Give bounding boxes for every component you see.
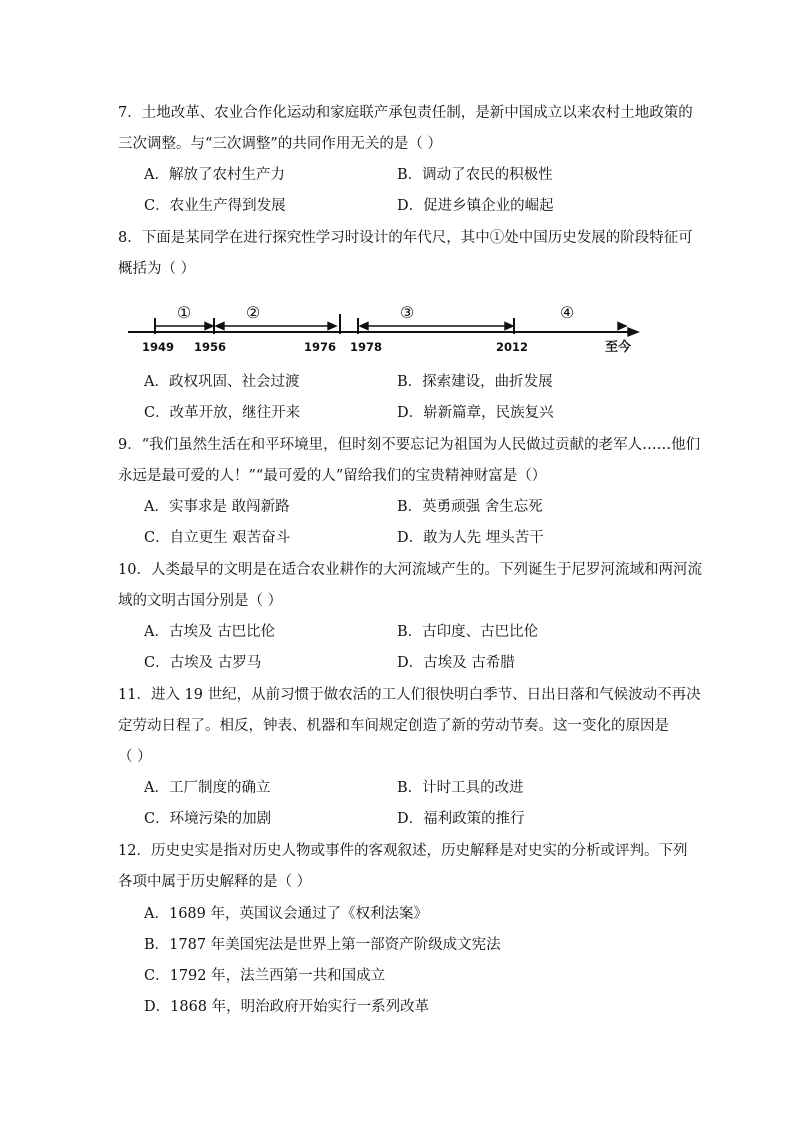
q12-stem-line2: 各项中属于历史解释的是（ ） bbox=[118, 874, 312, 890]
q12-option-a[interactable]: A．1689 年，英国议会通过了《权利法案》 bbox=[144, 906, 428, 922]
arrowhead-3a bbox=[360, 323, 368, 330]
q9-option-b[interactable]: B．英勇顽强 舍生忘死 bbox=[397, 499, 543, 515]
arrowhead-3b bbox=[505, 323, 513, 330]
timeline-marker-2: ② bbox=[245, 303, 261, 322]
arrowhead-2a bbox=[216, 323, 224, 330]
q10-option-d[interactable]: D．古埃及 古希腊 bbox=[397, 655, 515, 671]
q8-option-b[interactable]: B．探索建设，曲折发展 bbox=[397, 374, 553, 390]
timeline-arrows bbox=[155, 323, 638, 337]
arrowhead-1 bbox=[205, 323, 213, 330]
q7-stem-line1: 7．土地改革、农业合作化运动和家庭联产承包责任制，是新中国成立以来农村土地政策的 bbox=[118, 105, 693, 121]
q7-option-d[interactable]: D．促进乡镇企业的崛起 bbox=[397, 198, 554, 214]
q8-stem-line2: 概括为（ ） bbox=[118, 261, 196, 277]
axis-arrowhead bbox=[628, 328, 638, 336]
timeline-year-1976: 1976 bbox=[303, 340, 337, 354]
timeline-year-2012: 2012 bbox=[495, 340, 529, 354]
timeline-marker-3: ③ bbox=[399, 303, 415, 322]
timeline-figure bbox=[118, 296, 648, 360]
q10-stem-line2: 域的文明古国分别是（ ） bbox=[118, 593, 283, 609]
q9-stem-line1: 9．“我们虽然生活在和平环境里，但时刻不要忘记为祖国为人民做过贡献的老军人……他们 bbox=[118, 437, 701, 453]
q7-option-b[interactable]: B．调动了农民的积极性 bbox=[397, 167, 553, 183]
q11-stem-line1: 11．进入 19 世纪，从前习惯于做农活的工人们很快明白季节、日出日落和气候波动不再决 bbox=[118, 687, 701, 703]
timeline-label-present: 至今 bbox=[604, 340, 632, 355]
q7-option-a[interactable]: A．解放了农村生产力 bbox=[144, 167, 285, 183]
timeline-year-1949: 1949 bbox=[141, 340, 175, 354]
q8-option-d[interactable]: D．崭新篇章，民族复兴 bbox=[397, 405, 554, 421]
q11-option-d[interactable]: D．福利政策的推行 bbox=[397, 811, 525, 827]
timeline-marker-1: ① bbox=[176, 303, 192, 322]
q9-option-a[interactable]: A．实事求是 敢闯新路 bbox=[144, 499, 290, 515]
q8-stem-line1: 8．下面是某同学在进行探究性学习时设计的年代尺，其中①处中国历史发展的阶段特征可 bbox=[118, 230, 693, 246]
q8-option-c[interactable]: C．改革开放，继往开来 bbox=[144, 405, 301, 421]
q12-stem-line1: 12．历史史实是指对历史人物或事件的客观叙述，历史解释是对史实的分析或评判。下列 bbox=[118, 843, 688, 859]
q12-option-b[interactable]: B．1787 年美国宪法是世界上第一部资产阶级成文宪法 bbox=[144, 937, 501, 953]
timeline-year-1956: 1956 bbox=[193, 340, 227, 354]
q12-option-c[interactable]: C．1792 年，法兰西第一共和国成立 bbox=[144, 968, 386, 984]
q8-option-a[interactable]: A．政权巩固、社会过渡 bbox=[144, 374, 300, 390]
q12-option-d[interactable]: D．1868 年，明治政府开始实行一系列改革 bbox=[144, 999, 430, 1015]
q7-stem-line2: 三次调整。与“三次调整”的共同作用无关的是（ ） bbox=[118, 136, 442, 152]
q11-stem-line3: （ ） bbox=[118, 749, 152, 765]
q10-option-a[interactable]: A．古埃及 古巴比伦 bbox=[144, 624, 276, 640]
timeline-year-1978: 1978 bbox=[349, 340, 383, 354]
q10-option-b[interactable]: B．古印度、古巴比伦 bbox=[397, 624, 539, 640]
arrowhead-4 bbox=[618, 323, 626, 330]
q9-option-d[interactable]: D．敢为人先 埋头苦干 bbox=[397, 530, 544, 546]
q7-option-c[interactable]: C．农业生产得到发展 bbox=[144, 198, 286, 214]
q10-option-c[interactable]: C．古埃及 古罗马 bbox=[144, 655, 262, 671]
q9-option-c[interactable]: C．自立更生 艰苦奋斗 bbox=[144, 530, 291, 546]
arrowhead-2b bbox=[328, 323, 336, 330]
q11-option-c[interactable]: C．环境污染的加剧 bbox=[144, 811, 272, 827]
q11-option-a[interactable]: A．工厂制度的确立 bbox=[144, 780, 271, 796]
q11-stem-line2: 定劳动日程了。相反，钟表、机器和车间规定创造了新的劳动节奏。这一变化的原因是 bbox=[118, 718, 669, 734]
timeline-marker-4: ④ bbox=[559, 303, 575, 322]
q9-stem-line2: 永远是最可爱的人！”“最可爱的人”留给我们的宝贵精神财富是（） bbox=[118, 468, 547, 484]
q10-stem-line1: 10．人类最早的文明是在适合农业耕作的大河流域产生的。下列诞生于尼罗河流域和两河流 bbox=[118, 562, 702, 578]
q11-option-b[interactable]: B．计时工具的改进 bbox=[397, 780, 524, 796]
